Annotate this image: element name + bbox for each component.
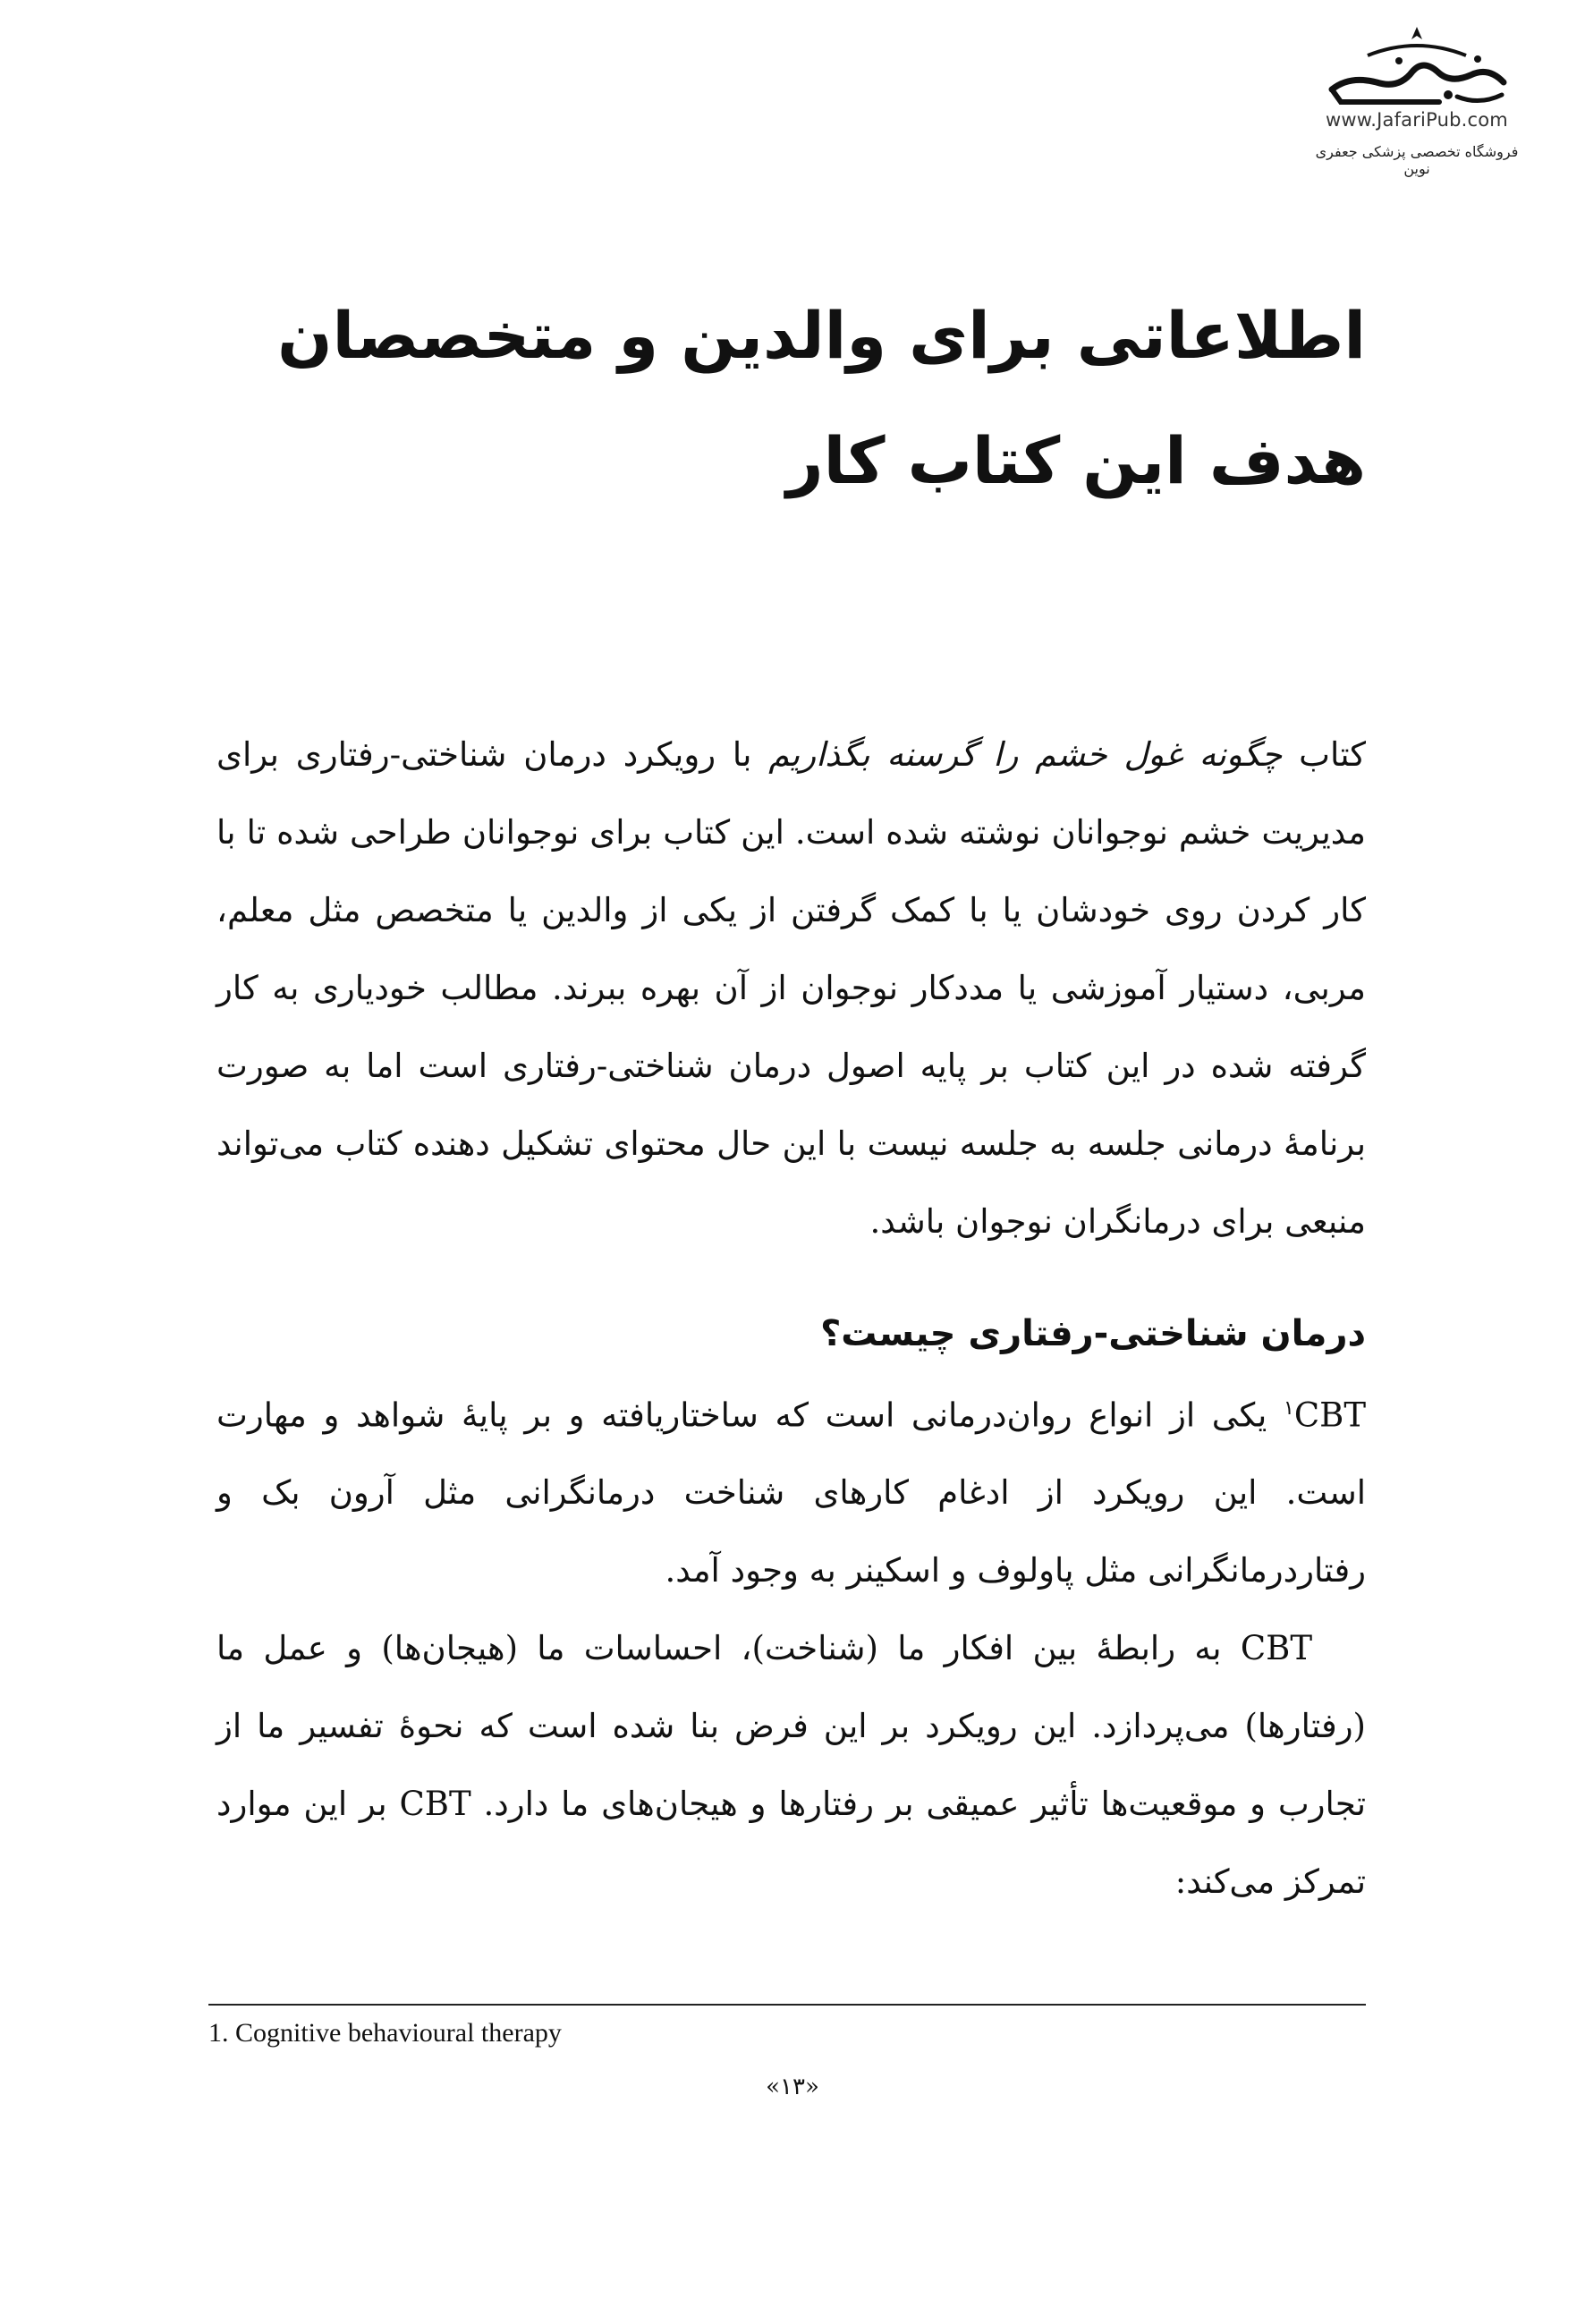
cbt-abbr-2: CBT (1240, 1629, 1312, 1668)
footnote: 1. Cognitive behavioural therapy (208, 2018, 562, 2048)
page-number: «۱۳» (766, 2074, 819, 2100)
intro-part1: کتاب (1282, 735, 1366, 774)
cbt-focus-text-1: به رابطۀ بین افکار ما (شناخت)، احساسات ما (هیجان‌ها) و عمل ما (رفتارها) می‌پردازد. این رویکرد بر این فرض بنا شده است که نحوۀ تفسیر ما از تجارب و موقعیت‌ها تأثیر عمیقی بر رفتارها و هیجان‌های ما دارد. (216, 1629, 1366, 1824)
intro-part2: با رویکرد درمان شناختی-رفتاری برای مدیریت خشم نوجوانان نوشته شده است. این کتاب برای نوجوانان طراحی شده تا با کار کردن روی خودشان یا با کمک گرفتن از یکی از والدین یا متخصص مثل معلم، مربی، دستیار آموزشی یا مددکار نوجوان از آن بهره ببرند. مطالب خودیاری به کار گرفته شده در این کتاب بر پایه اصول درمان شناختی-رفتاری است اما به صورت برنامۀ درمانی جلسه به جلسه نیست با این حال محتوای تشکیل دهنده کتاب می‌تواند منبعی برای درمانگران نوجوان باشد. (216, 735, 1366, 1241)
footnote-marker: ۱ (1283, 1397, 1294, 1420)
cbt-focus-text-2: بر این موارد تمرکز می‌کند: (216, 1785, 1366, 1902)
cbt-definition-paragraph (216, 1370, 1366, 1609)
cbt-abbr: CBT (1293, 1395, 1366, 1435)
publisher-url: www.JafariPub.com (1326, 109, 1508, 131)
page-title: اطلاعاتی برای والدین و متخصصان (277, 298, 1366, 373)
section-heading: درمان شناختی-رفتاری چیست؟ (820, 1313, 1366, 1354)
cbt-abbr-3: CBT (399, 1785, 471, 1824)
publisher-logo-mark (1314, 20, 1520, 109)
cbt-definition-text: یکی از انواع روان‌درمانی است که ساختاریافته و بر پایۀ شواهد و مهارت است. این رویکرد از ادغام کارهای شناخت درمانگرانی مثل آرون بک و رفتاردرمانگرانی مثل پاولوف و اسکینر به وجود آمد. (216, 1395, 1366, 1590)
cbt-focus-paragraph (216, 1609, 1366, 1921)
page-subtitle: هدف این کتاب کار (786, 423, 1366, 498)
page-titles (203, 273, 1366, 523)
body-text (216, 716, 1366, 1921)
intro-paragraph (216, 716, 1366, 1260)
footnote-divider (208, 2004, 1366, 2006)
book-title: چگونه غول خشم را گرسنه بگذاریم (768, 735, 1283, 774)
publisher-logo (1301, 20, 1533, 177)
publisher-tagline: فروشگاه تخصصی پزشکی جعفری نوین (1315, 143, 1519, 177)
